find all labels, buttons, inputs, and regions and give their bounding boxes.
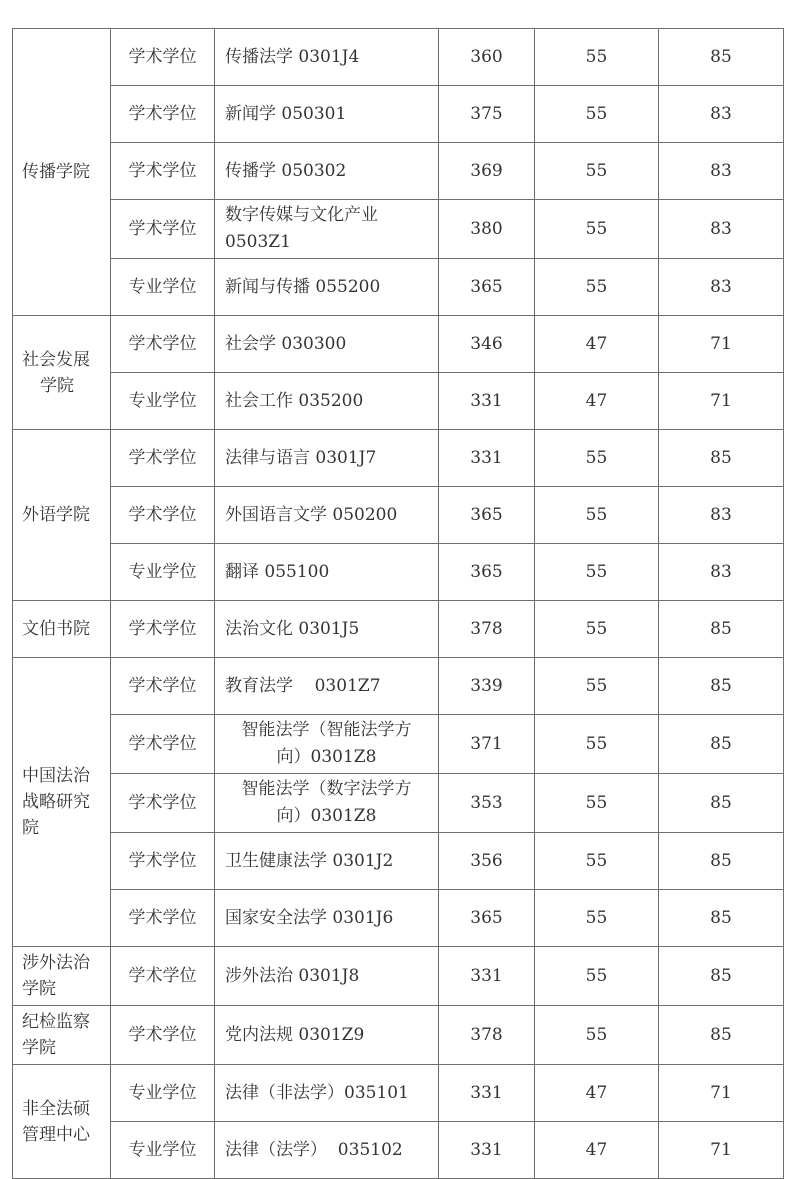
college-name-line: 院 [22, 818, 39, 838]
table-row [13, 29, 784, 86]
score-line-table [12, 28, 784, 1179]
single-subject-over-100-cell: 83 [659, 487, 784, 544]
total-score-cell: 331 [439, 430, 535, 487]
single-subject-100-cell: 55 [535, 200, 659, 259]
single-subject-100-cell: 55 [535, 601, 659, 658]
single-subject-100-cell: 55 [535, 29, 659, 86]
major-cell: 外国语言文学 050200 [215, 487, 439, 544]
table-row [13, 316, 784, 373]
total-score-cell: 356 [439, 833, 535, 890]
degree-type-cell: 学术学位 [111, 29, 215, 86]
degree-type-cell: 专业学位 [111, 373, 215, 430]
table-row [13, 1006, 784, 1065]
single-subject-100-cell: 55 [535, 430, 659, 487]
single-subject-100-cell: 47 [535, 373, 659, 430]
college-name-line: 社会发展 [22, 349, 90, 370]
table-row [13, 259, 784, 316]
degree-type-cell: 学术学位 [111, 143, 215, 200]
college-cell [13, 1065, 111, 1179]
single-subject-over-100-cell: 85 [659, 658, 784, 715]
single-subject-over-100-cell: 85 [659, 29, 784, 86]
major-cell: 社会工作 035200 [215, 373, 439, 430]
college-cell [13, 658, 111, 947]
table-row [13, 774, 784, 833]
major-cell: 卫生健康法学 0301J2 [215, 833, 439, 890]
major-cell: 涉外法治 0301J8 [215, 947, 439, 1006]
single-subject-100-cell: 55 [535, 774, 659, 833]
major-code-line: 向）0301Z8 [276, 806, 377, 826]
single-subject-over-100-cell: 71 [659, 373, 784, 430]
degree-type-cell: 学术学位 [111, 715, 215, 774]
major-cell: 党内法规 0301Z9 [215, 1006, 439, 1065]
total-score-cell: 331 [439, 1065, 535, 1122]
total-score-cell: 378 [439, 601, 535, 658]
degree-type-cell: 学术学位 [111, 86, 215, 143]
single-subject-100-cell: 55 [535, 143, 659, 200]
single-subject-over-100-cell: 83 [659, 259, 784, 316]
total-score-cell: 365 [439, 890, 535, 947]
single-subject-100-cell: 55 [535, 259, 659, 316]
single-subject-over-100-cell: 85 [659, 715, 784, 774]
major-cell: 法律（法学） 035102 [215, 1122, 439, 1179]
college-name-line: 非全法硕 [22, 1098, 90, 1119]
major-cell: 法律与语言 0301J7 [215, 430, 439, 487]
total-score-cell: 369 [439, 143, 535, 200]
degree-type-cell: 学术学位 [111, 430, 215, 487]
table-row [13, 1122, 784, 1179]
single-subject-100-cell: 55 [535, 658, 659, 715]
total-score-cell: 331 [439, 947, 535, 1006]
total-score-cell: 353 [439, 774, 535, 833]
degree-type-cell: 学术学位 [111, 833, 215, 890]
college-cell [13, 430, 111, 601]
table-row [13, 200, 784, 259]
major-code-line: 向）0301Z8 [276, 747, 377, 767]
single-subject-over-100-cell: 85 [659, 947, 784, 1006]
college-cell [13, 316, 111, 430]
total-score-cell: 371 [439, 715, 535, 774]
major-cell: 翻译 055100 [215, 544, 439, 601]
major-cell: 法律（非法学）035101 [215, 1065, 439, 1122]
total-score-cell: 346 [439, 316, 535, 373]
major-cell: 新闻与传播 055200 [215, 259, 439, 316]
single-subject-over-100-cell: 71 [659, 316, 784, 373]
degree-type-cell: 学术学位 [111, 890, 215, 947]
degree-type-cell: 学术学位 [111, 1006, 215, 1065]
single-subject-over-100-cell: 83 [659, 200, 784, 259]
college-name-line: 战略研究 [22, 792, 90, 812]
single-subject-100-cell: 55 [535, 890, 659, 947]
college-name-line: 管理中心 [22, 1124, 90, 1145]
major-cell [215, 200, 439, 259]
total-score-cell: 331 [439, 1122, 535, 1179]
degree-type-cell: 专业学位 [111, 259, 215, 316]
college-cell [13, 947, 111, 1006]
table-row [13, 86, 784, 143]
single-subject-100-cell: 55 [535, 544, 659, 601]
major-cell: 社会学 030300 [215, 316, 439, 373]
total-score-cell: 339 [439, 658, 535, 715]
college-name-line: 学院 [22, 1038, 56, 1058]
table-row [13, 373, 784, 430]
college-name-line: 涉外法治 [22, 953, 90, 973]
single-subject-100-cell: 55 [535, 1006, 659, 1065]
single-subject-over-100-cell: 85 [659, 774, 784, 833]
college-cell [13, 1006, 111, 1065]
single-subject-over-100-cell: 85 [659, 601, 784, 658]
table-row [13, 143, 784, 200]
college-cell [13, 601, 111, 658]
degree-type-cell: 学术学位 [111, 316, 215, 373]
major-cell: 传播学 050302 [215, 143, 439, 200]
major-code-line: 0503Z1 [225, 232, 291, 252]
total-score-cell: 365 [439, 544, 535, 601]
single-subject-over-100-cell: 85 [659, 430, 784, 487]
total-score-cell: 365 [439, 487, 535, 544]
major-name-line: 智能法学（智能法学方 [241, 720, 412, 740]
single-subject-100-cell: 47 [535, 1122, 659, 1179]
degree-type-cell: 专业学位 [111, 544, 215, 601]
single-subject-over-100-cell: 83 [659, 143, 784, 200]
single-subject-100-cell: 55 [535, 947, 659, 1006]
total-score-cell: 365 [439, 259, 535, 316]
total-score-cell: 380 [439, 200, 535, 259]
college-name-line: 传播学院 [22, 162, 90, 182]
single-subject-over-100-cell: 71 [659, 1122, 784, 1179]
single-subject-over-100-cell: 83 [659, 544, 784, 601]
college-name-line: 学院 [22, 979, 56, 999]
college-cell [13, 29, 111, 316]
table-row [13, 715, 784, 774]
degree-type-cell: 学术学位 [111, 774, 215, 833]
total-score-cell: 375 [439, 86, 535, 143]
degree-type-cell: 学术学位 [111, 947, 215, 1006]
table-row [13, 833, 784, 890]
college-name-line: 文伯书院 [22, 619, 90, 639]
table-row [13, 544, 784, 601]
single-subject-100-cell: 47 [535, 1065, 659, 1122]
major-cell: 传播法学 0301J4 [215, 29, 439, 86]
table-row [13, 487, 784, 544]
degree-type-cell: 专业学位 [111, 1065, 215, 1122]
total-score-cell: 331 [439, 373, 535, 430]
single-subject-over-100-cell: 85 [659, 1006, 784, 1065]
single-subject-100-cell: 55 [535, 86, 659, 143]
major-name-line: 智能法学（数字法学方 [241, 779, 412, 799]
major-cell: 国家安全法学 0301J6 [215, 890, 439, 947]
single-subject-100-cell: 55 [535, 833, 659, 890]
total-score-cell: 360 [439, 29, 535, 86]
college-name-line: 外语学院 [22, 505, 90, 525]
college-name-line: 纪检监察 [22, 1012, 90, 1032]
major-name-line: 数字传媒与文化产业 [225, 205, 378, 225]
degree-type-cell: 专业学位 [111, 1122, 215, 1179]
college-name-line: 中国法治 [22, 766, 90, 786]
major-cell: 法治文化 0301J5 [215, 601, 439, 658]
table-row [13, 890, 784, 947]
major-cell [215, 774, 439, 833]
score-table-container [12, 28, 784, 1179]
major-cell [215, 715, 439, 774]
degree-type-cell: 学术学位 [111, 601, 215, 658]
table-row [13, 947, 784, 1006]
major-cell: 新闻学 050301 [215, 86, 439, 143]
total-score-cell: 378 [439, 1006, 535, 1065]
major-cell: 教育法学 0301Z7 [215, 658, 439, 715]
degree-type-cell: 学术学位 [111, 200, 215, 259]
degree-type-cell: 学术学位 [111, 658, 215, 715]
degree-type-cell: 学术学位 [111, 487, 215, 544]
single-subject-100-cell: 55 [535, 487, 659, 544]
single-subject-100-cell: 55 [535, 715, 659, 774]
single-subject-over-100-cell: 85 [659, 833, 784, 890]
college-name-line: 学院 [40, 375, 74, 396]
table-row [13, 658, 784, 715]
single-subject-over-100-cell: 85 [659, 890, 784, 947]
table-row [13, 430, 784, 487]
single-subject-over-100-cell: 71 [659, 1065, 784, 1122]
table-row [13, 601, 784, 658]
single-subject-100-cell: 47 [535, 316, 659, 373]
table-row [13, 1065, 784, 1122]
single-subject-over-100-cell: 83 [659, 86, 784, 143]
